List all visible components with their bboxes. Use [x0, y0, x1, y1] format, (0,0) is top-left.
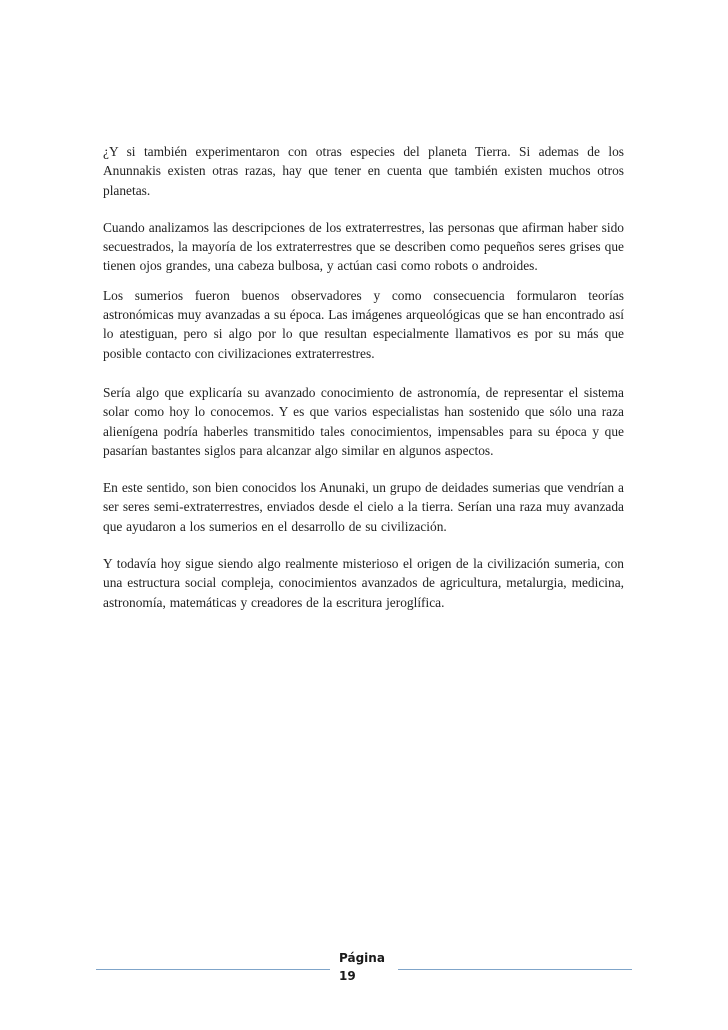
- paragraph-2: Cuando analizamos las descripciones de los extraterrestres, las personas que afirman haber sido secuestrados, la mayoría de los extraterrestres que se describen como pequeños seres grises que tienen ojos grandes, una cabeza bulbosa, y actúan casi como robots o androides.: [103, 219, 624, 274]
- paragraph-4: Sería algo que explicaría su avanzado conocimiento de astronomía, de representar el sistema solar como hoy lo conocemos. Y es que varios especialistas han sostenido que sólo una raza alienígena podría haberles transmitido tales conocimientos, impensables para su época y que pasarían bastantes siglos para alcanzar algo similar en algunos aspectos.: [103, 384, 624, 458]
- footer-rule-right: [398, 969, 632, 970]
- page-number: 19: [339, 969, 356, 983]
- paragraph-3: Los sumerios fueron buenos observadores y como consecuencia formularon teorías astronómicas muy avanzadas a su época. Las imágenes arqueológicas que se han encontrado así lo atestiguan, pero si algo por lo que resultan especialmente llamativos es por su más que posible contacto con civilizaciones extraterrestres.: [103, 287, 624, 361]
- footer-rule-left: [96, 969, 330, 970]
- document-body: [103, 142, 624, 630]
- paragraph-6: Y todavía hoy sigue siendo algo realmente misterioso el origen de la civilización sumeria, con una estructura social compleja, conocimientos avanzados de agricultura, metalurgia, medicina, astronomía, matemáticas y creadores de la escritura jeroglífica.: [103, 556, 624, 610]
- paragraph-1: ¿Y si también experimentaron con otras especies del planeta Tierra. Si ademas de los Anunnakis existen otras razas, hay que tener en cuenta que también existen muchos otros planetas.: [103, 144, 624, 198]
- paragraph-5: En este sentido, son bien conocidos los Anunaki, un grupo de deidades sumerias que vendrían a ser seres semi-extraterrestres, enviados desde el cielo a la tierra. Serían una raza muy avanzada que ayudaron a los sumerios en el desarrollo de su civilización.: [103, 480, 624, 534]
- page-footer: [96, 950, 632, 990]
- page-label: Página: [339, 951, 385, 965]
